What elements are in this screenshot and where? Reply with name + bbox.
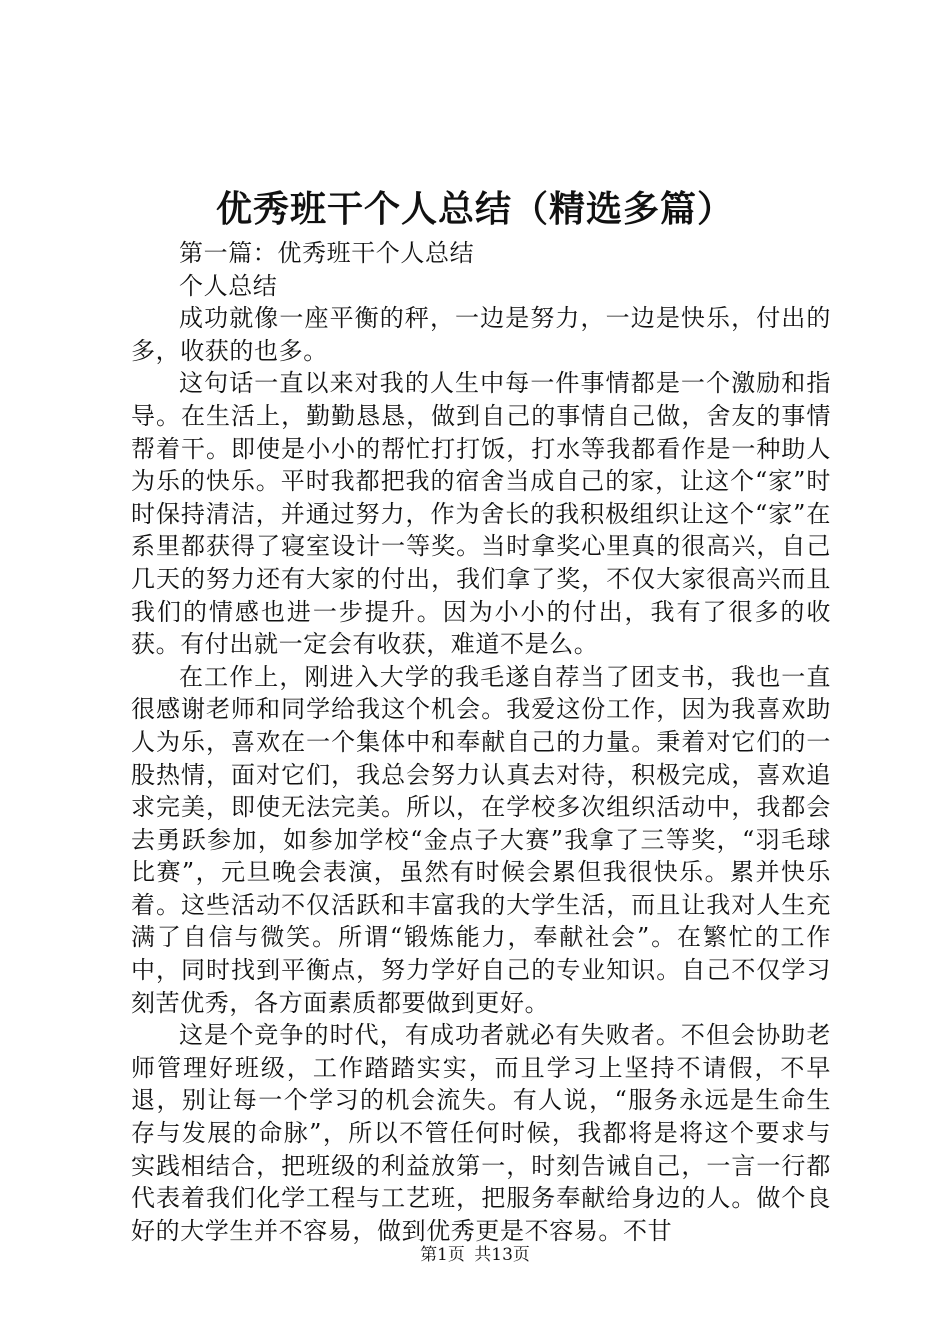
body-paragraph: 在工作上，刚进入大学的我毛遂自荐当了团支书，我也一直很感谢老师和同学给我这个机会。我爱这份工作，因为我喜欢助人为乐，喜欢在一个集体中和奉献自己的力量。秉着对它们的一股热情，面对它们，我总会努力认真去对待，积极完成，喜欢追求完美，即使无法完美。所以，在学校多次组织活动中，我都会去勇跃参加，如参加学校“金点子大赛”我拿了三等奖，“羽毛球比赛”，元旦晚会表演，虽然有时候会累但我很快乐。累并快乐着。这些活动不仅活跃和丰富我的大学生活，而且让我对人生充满了自信与微笑。所谓“锻炼能力，奉献社会”。在繁忙的工作中，同时找到平衡点，努力学好自己的专业知识。自己不仅学习刻苦优秀，各方面素质都要做到更好。 <box>131 662 831 1017</box>
page-number: 第1页 <box>420 1245 465 1265</box>
document-body <box>131 237 831 1247</box>
body-paragraph: 这是个竞争的时代，有成功者就必有失败者。不但会协助老师管理好班级，工作踏踏实实，而且学习上坚持不请假，不早退，别让每一个学习的机会流失。有人说，“服务永远是生命生存与发展的命脉”，所以不管任何时候，我都将是将这个要求与实践相结合，把班级的利益放第一，时刻告诫自己，一言一行都代表着我们化学工程与工艺班，把服务奉献给身边的人。做个良好的大学生并不容易，做到优秀更是不容易。不甘 <box>131 1021 831 1245</box>
page-footer <box>0 1243 950 1267</box>
section-heading: 第一篇：优秀班干个人总结 <box>179 239 475 267</box>
subsection-heading: 个人总结 <box>179 271 278 300</box>
page-total: 共13页 <box>474 1245 530 1265</box>
body-paragraph: 成功就像一座平衡的秤，一边是努力，一边是快乐，付出的多，收获的也多。 <box>131 304 831 365</box>
body-paragraph: 这句话一直以来对我的人生中每一件事情都是一个激励和指导。在生活上，勤勤恳恳，做到自己的事情自己做，舍友的事情帮着干。即使是小小的帮忙打打饭，打水等我都看作是一种助人为乐的快乐。平时我都把我的宿舍当成自己的家，让这个“家”时时保持清洁，并通过努力，作为舍长的我积极组织让这个“家”在系里都获得了寝室设计一等奖。当时拿奖心里真的很高兴，自己几天的努力还有大家的付出，我们拿了奖，不仅大家很高兴而且我们的情感也进一步提升。因为小小的付出，我有了很多的收获。有付出就一定会有收获，难道不是么。 <box>131 369 831 659</box>
document-title: 优秀班干个人总结（精选多篇） <box>215 188 734 230</box>
